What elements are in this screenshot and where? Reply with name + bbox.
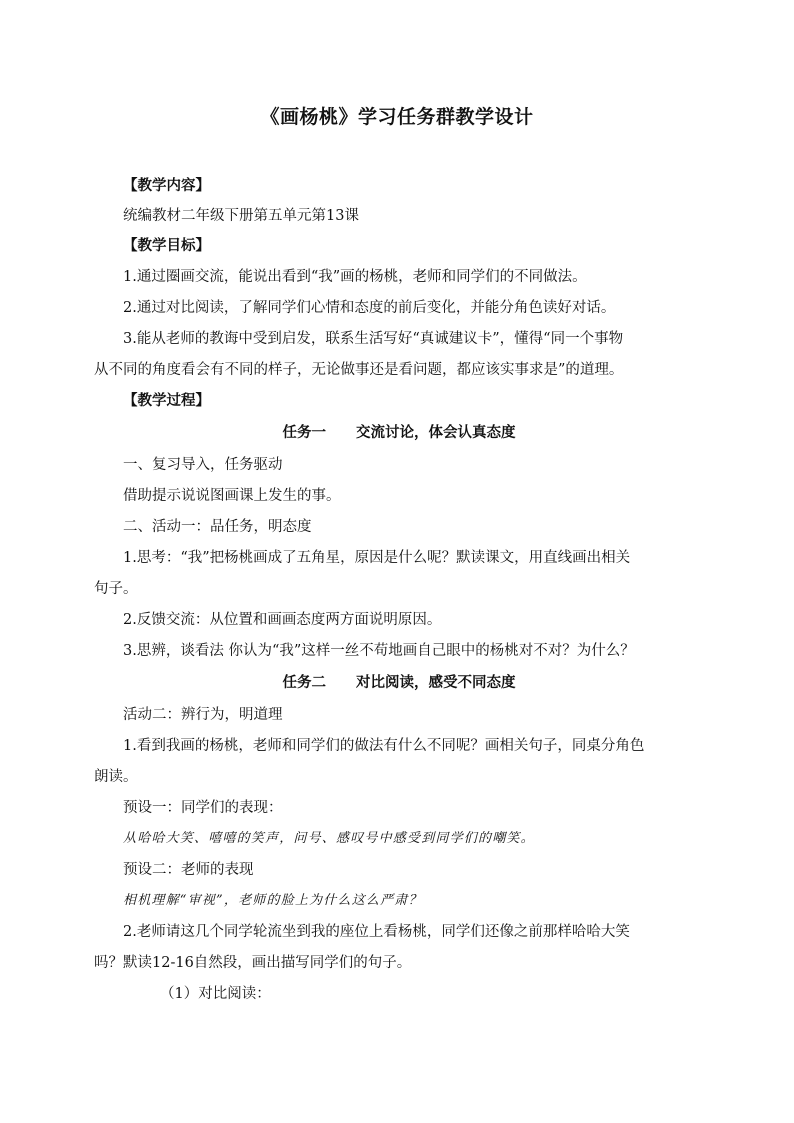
process-heading: 【教学过程】 <box>123 392 210 409</box>
task2-p1-line1: 1.看到我画的杨桃，老师和同学们的做法有什么不同呢？画相关句子，同桌分角色 <box>123 738 645 754</box>
task2-preset2: 预设二：老师的表现 <box>123 862 254 878</box>
content-text: 统编教材二年级下册第五单元第13课 <box>123 208 359 224</box>
task2-heading <box>94 673 704 693</box>
task1-q3: 3.思辨，谈看法 你认为“我”这样一丝不苟地画自己眼中的杨桃对不对？为什么？ <box>123 643 635 659</box>
task2-sub1: （1）对比阅读： <box>160 986 271 1002</box>
task2-title: 对比阅读，感受不同态度 <box>356 674 516 691</box>
task2-preset1-note: 从哈哈大笑、嘻嘻的笑声，问号、感叹号中感受到同学们的嘲笑。 <box>123 831 535 846</box>
task1-q1-line2: 句子。 <box>94 581 138 597</box>
goal-1: 1.通过圈画交流，能说出看到“我”画的杨桃，老师和同学们的不同做法。 <box>123 269 587 285</box>
goals-heading: 【教学目标】 <box>123 237 210 254</box>
task2-p1-line2: 朗读。 <box>94 769 138 785</box>
task1-step1: 一、复习导入，任务驱动 <box>123 457 283 473</box>
goal-3-line1: 3.能从老师的教诲中受到启发，联系生活写好“真诚建议卡”，懂得“同一个事物 <box>123 331 624 347</box>
task2-p2-line1: 2.老师请这几个同学轮流坐到我的座位上看杨桃，同学们还像之前那样哈哈大笑 <box>123 924 630 940</box>
task1-step2: 二、活动一：品任务，明态度 <box>123 519 312 535</box>
task1-title: 交流讨论，体会认真态度 <box>356 424 516 441</box>
task1-heading <box>94 423 704 443</box>
goal-2: 2.通过对比阅读，了解同学们心情和态度的前后变化，并能分角色读好对话。 <box>123 300 616 316</box>
task1-q1-line1: 1.思考：“我”把杨桃画成了五角星，原因是什么呢？默读课文，用直线画出相关 <box>123 550 631 566</box>
task2-preset1: 预设一：同学们的表现： <box>123 800 283 816</box>
task2-label: 任务二 <box>282 674 326 691</box>
task2-p2-line2: 吗？默读12-16自然段，画出描写同学们的句子。 <box>94 955 412 971</box>
task1-step1-text: 借助提示说说图画课上发生的事。 <box>123 488 341 504</box>
task1-q2: 2.反馈交流：从位置和画画态度两方面说明原因。 <box>123 612 442 628</box>
task2-activity: 活动二：辨行为，明道理 <box>123 707 283 723</box>
goal-3-line2: 从不同的角度看会有不同的样子，无论做事还是看问题，都应该实事求是”的道理。 <box>94 362 624 378</box>
content-heading: 【教学内容】 <box>123 177 210 194</box>
page-title: 《画杨桃》学习任务群教学设计 <box>260 106 534 128</box>
task1-label: 任务一 <box>282 424 326 441</box>
task2-preset2-note: 相机理解“审视”，老师的脸上为什么这么严肃？ <box>123 893 423 908</box>
